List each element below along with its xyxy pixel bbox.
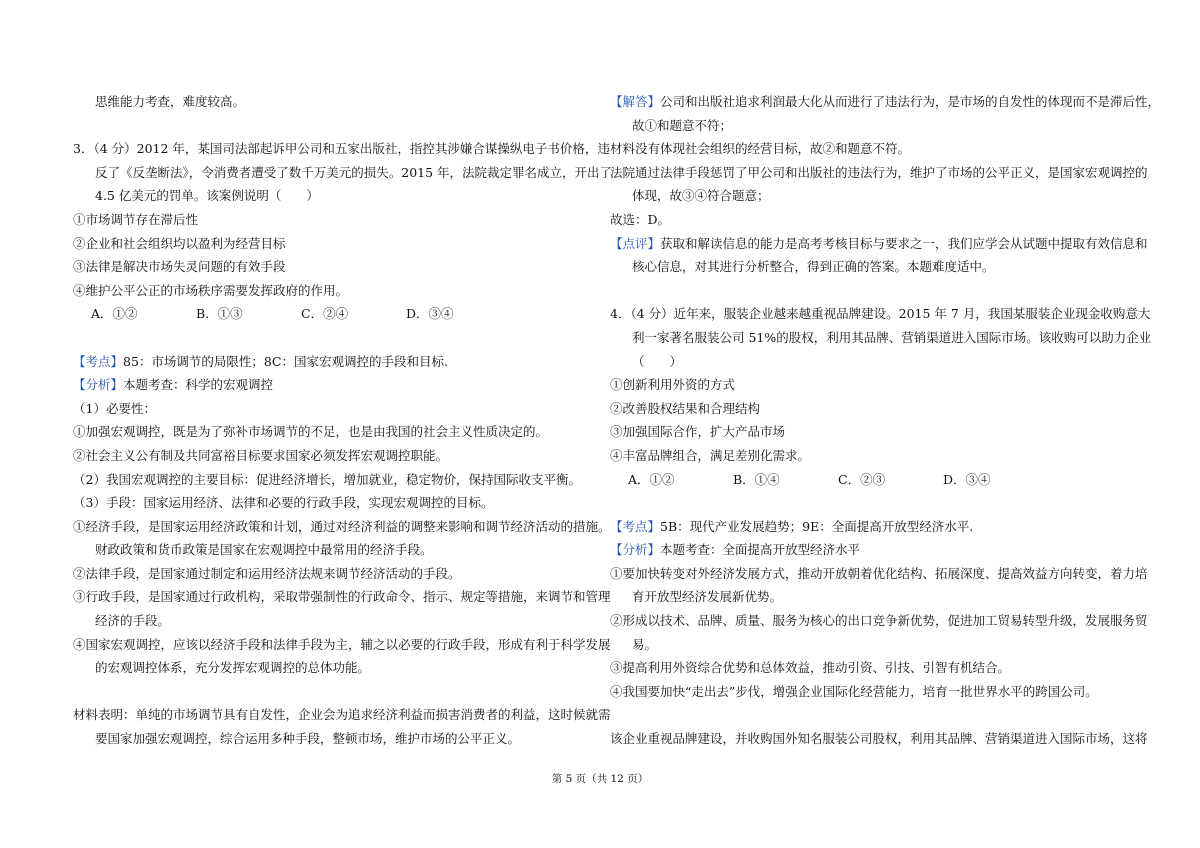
text-line: ②社会主义公有制及共同富裕目标要求国家必须发挥宏观调控职能。 [73,447,449,463]
dianping-line [610,232,1148,256]
question-3-stem: 4.5 亿美元的罚单。该案例说明（ ） [95,188,319,204]
choice-b: B．①③ [196,306,243,322]
text-line: ③提高利用外资综合优势和总体效益，推动引资、引技、引智有机结合。 [610,660,1011,676]
fenxi-line [73,373,593,397]
answer-choices [610,468,1130,492]
text-line: 经济的手段。 [95,613,171,629]
question-3-stem: 3．（4 分）2012 年，某国司法部起诉甲公司和五家出版社，指控其涉嫌合谋操纵电子书价格，违 [73,141,610,157]
text-line: 易。 [632,636,658,652]
question-3-stem: 反了《反垄断法》，令消费者遭受了数千万美元的损失。2015 年，法院裁定罪名成立，开出了 [95,164,613,180]
kaodian-text: 5B：现代产业发展趋势；9E：全面提高开放型经济水平. [660,518,974,534]
fenxi-tag: 【分析】 [73,377,124,393]
question-4-stem: （ ） [632,353,683,369]
text-line: （3）手段：国家运用经济、法律和必要的行政手段，实现宏观调控的目标。 [73,495,494,511]
kaodian-line [73,350,593,374]
jieda-tag: 【解答】 [610,94,661,109]
dianping-text: 获取和解读信息的能力是高考考核目标与要求之一，我们应学会从试题中提取有效信息和 [660,235,1148,251]
text-line: ②形成以技术、品牌、质量、服务为核心的出口竞争新优势，促进加工贸易转型升级，发展服务贸 [610,613,1148,629]
text-line: 的宏观调控体系，充分发挥宏观调控的总体功能。 [95,660,371,676]
kaodian-tag: 【考点】 [73,353,124,369]
statement-1: ①创新利用外资的方式 [610,377,736,393]
text-line: 该企业重视品牌建设，并收购国外知名服装公司股权，利用其品牌、营销渠道进入国际市场，这将 [610,731,1148,747]
question-4-stem: 4．（4 分）近年来，服装企业越来越重视品牌建设。2015 年 7 月，我国某服装企业现金收购意大 [610,306,1151,322]
text-line: 故选：D。 [610,211,671,227]
text-line: （2）我国宏观调控的主要目标：促进经济增长，增加就业，稳定物价，保持国际收支平衡。 [73,471,581,487]
text-line: 财政政策和货币政策是国家在宏观调控中最常用的经济手段。 [95,542,433,558]
choice-c: C．②③ [838,471,886,487]
text-line: ①要加快转变对外经济发展方式，推动开放朝着优化结构、拓展深度、提高效益方向转变，着力培 [610,565,1148,581]
kaodian-tag: 【考点】 [610,518,661,534]
text-line: 思维能力考查，难度较高。 [95,94,246,109]
text-line: 育开放型经济发展新优势。 [632,589,783,605]
text-line: ①加强宏观调控，既是为了弥补市场调节的不足，也是由我国的社会主义性质决定的。 [73,424,549,440]
fenxi-text: 本题考查：科学的宏观调控 [123,377,274,393]
choice-d: D．③④ [406,306,454,322]
text-line: ③行政手段，是国家通过行政机构，采取带强制性的行政命令、指示、规定等措施，来调节和管理 [73,589,611,605]
choice-a: A．①② [91,306,138,322]
fenxi-text: 本题考查：全面提高开放型经济水平 [660,542,861,558]
kaodian-line [610,515,1130,539]
text-line: 故①和题意不符； [632,117,733,133]
page-footer: 第 5 页（共 12 页） [551,773,649,785]
kaodian-text: 85：市场调节的局限性；8C：国家宏观调控的手段和目标. [123,353,448,369]
dianping-tag: 【点评】 [610,235,661,251]
text-line: （1）必要性： [73,400,156,416]
statement-3: ③加强国际合作，扩大产品市场 [610,424,786,440]
question-4-stem: 利一家著名服装公司 51%的股权，利用其品牌、营销渠道进入国际市场。该收购可以助力企业 [632,329,1152,345]
statement-4: ④维护公平公正的市场秩序需要发挥政府的作用。 [73,282,349,298]
choice-c: C．②④ [301,306,349,322]
statement-3: ③法律是解决市场失灵问题的有效手段 [73,259,286,275]
text-line: 体现，故③④符合题意； [632,188,770,204]
fenxi-line [610,538,1130,562]
statement-2: ②改善股权结果和合理结构 [610,400,761,416]
text-line: ④国家宏观调控，应该以经济手段和法律手段为主，辅之以必要的行政手段，形成有利于科学发展 [73,636,611,652]
text-line: 材料没有体现社会组织的经营目标，故②和题意不符。 [610,141,911,157]
text-line: ②法律手段，是国家通过制定和运用经济法规来调节经济活动的手段。 [73,565,461,581]
statement-1: ①市场调节存在滞后性 [73,211,199,227]
statement-2: ②企业和社会组织均以盈利为经营目标 [73,235,286,251]
text-line: 核心信息，对其进行分析整合，得到正确的答案。本题难度适中。 [632,259,995,275]
material-line: 材料表明：单纯的市场调节具有自发性，企业会为追求经济利益而损害消费者的利益，这时候就需 [73,707,611,723]
material-line: 要国家加强宏观调控，综合运用多种手段，整顿市场，维护市场的公平正义。 [95,731,521,747]
left-column [73,90,613,751]
text-line: 法院通过法律手段惩罚了甲公司和出版社的违法行为，维护了市场的公平正义，是国家宏观调控的 [610,164,1148,180]
choice-d: D．③④ [943,471,991,487]
text-line: ①经济手段，是国家运用经济政策和计划，通过对经济利益的调整来影响和调节经济活动的措施。 [73,518,611,534]
answer-choices [73,302,593,326]
jieda-text: 公司和出版社追求利润最大化从而进行了违法行为，是市场的自发性的体现而不是滞后性， [660,94,1161,109]
text-line: ④我国要加快“走出去”步伐，增强企业国际化经营能力，培育一批世界水平的跨国公司。 [610,683,1098,699]
choice-a: A．①② [628,471,675,487]
statement-4: ④丰富品牌组合，满足差别化需求。 [610,447,811,463]
fenxi-tag: 【分析】 [610,542,661,558]
jieda-line [610,90,1161,114]
right-column [610,90,1161,751]
choice-b: B．①④ [733,471,780,487]
